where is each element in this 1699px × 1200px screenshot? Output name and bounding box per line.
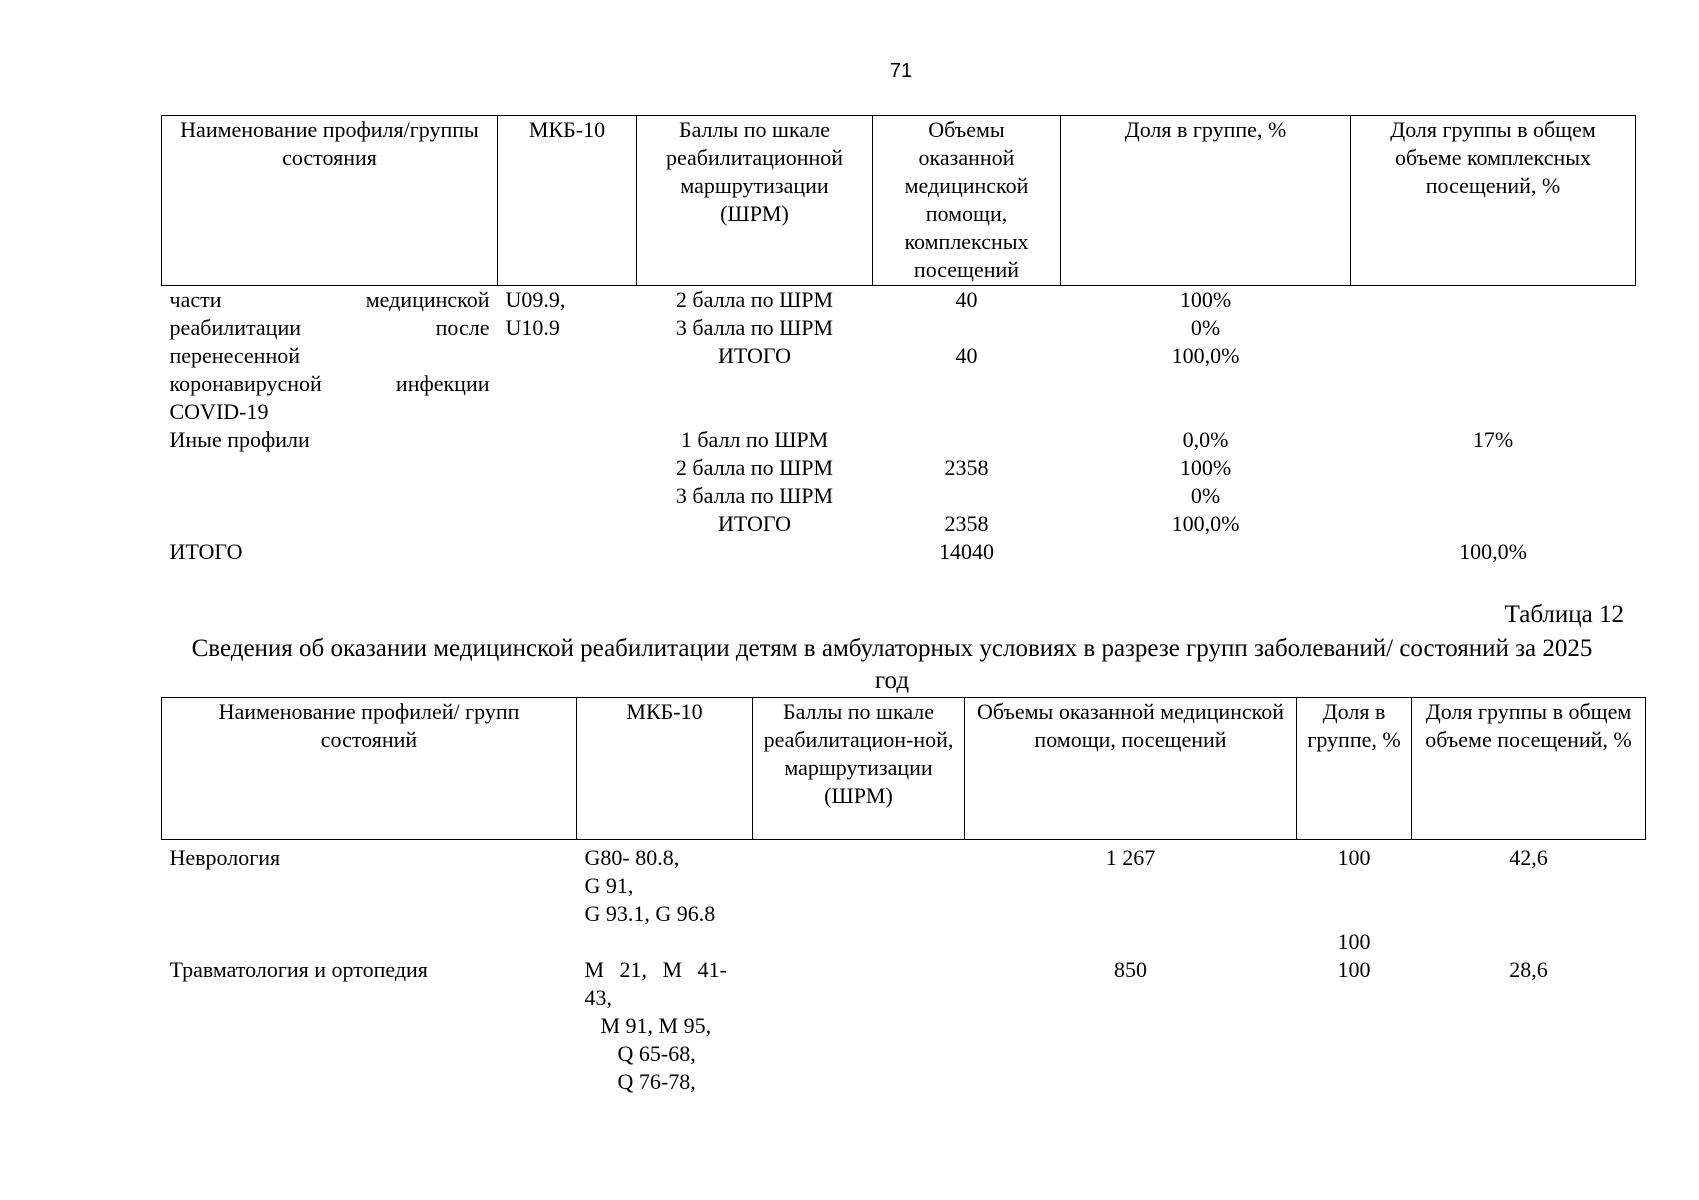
icd-codes [577,956,753,1096]
table-caption-number: Таблица 12 [1504,601,1624,628]
share-cell: 100 [1337,957,1371,982]
empty-cell [162,510,498,538]
score-cell: 3 балла по ШРМ [675,483,834,508]
empty-cell [498,510,637,538]
score-cell: 1 балл по ШРМ [680,427,829,452]
icd-code: U10.9 [505,315,560,340]
icd-codes [577,844,753,956]
icd-code: Q 76-78, [617,1069,696,1094]
group-share-cell [1351,286,1636,427]
share-value: 100 [1337,929,1371,954]
rehab-table-adults [161,115,1636,566]
icd-code: G 91, [584,873,634,898]
empty-cell [498,538,637,566]
page-number: 71 [889,60,913,82]
table2-header-group-share: Доля группы в общем объеме посещений, % [1412,698,1646,840]
empty-cell [162,454,498,482]
share-value: 100 [1337,845,1371,870]
empty-cell [498,454,637,482]
profile-name: Неврология [169,845,281,870]
table2-header-row [162,698,1646,840]
table-row [162,510,1636,538]
empty-cell [753,956,965,1096]
empty-cell [1351,454,1636,482]
group-share-cell: 42,6 [1509,845,1548,870]
table2-header-volume: Объемы оказанной медицинской помощи, посещений [965,698,1297,840]
empty-cell [498,426,637,454]
empty-cell [753,844,965,956]
table-row [162,286,1636,315]
table1-header-profile: Наименование профиля/группы состояния [162,116,498,286]
other-profile-name: Иные профили [169,427,310,452]
table-row [162,454,1636,482]
icd-code: М 21, М 41- [584,957,727,982]
score-cell: 2 балла по ШРМ [675,287,834,312]
icd-code: 43, [584,985,612,1010]
covid-name-line: части медицинской [169,287,490,312]
table1-header-volume: Объемы оказанной медицинской помощи, комплексных посещений [873,116,1061,286]
share-cell: 100,0% [1171,343,1240,368]
share-cell: 0% [1190,483,1221,508]
group-share-cell: 28,6 [1509,957,1548,982]
volume-cell: 2358 [944,511,989,536]
table-row [162,538,1636,566]
rehab-table-children [161,697,1646,1096]
table2-header-icd: МКБ-10 [577,698,753,840]
score-cell: 3 балла по ШРМ [675,315,834,340]
volume-cell: 850 [1114,957,1147,982]
volume-cell: 40 [955,287,978,312]
empty-cell [1061,538,1351,566]
share-cell: 0% [1190,315,1221,340]
table2-header-profile: Наименование профилей/ групп состояний [162,698,577,840]
icd-code: U09.9, [505,287,566,312]
share-cell: 0,0% [1182,427,1229,452]
covid-profile-name [162,286,498,427]
table-caption-title: Сведения об оказании медицинской реабилитации детям в амбулаторных условиях в разрезе групп заболеваний/ состояний за 2025 год [191,635,1593,694]
volume-cell: 40 [955,343,978,368]
share-cell: 100% [1179,287,1232,312]
empty-cell [498,482,637,510]
table1-header-group-share: Доля группы в общем объеме комплексных посещений, % [1351,116,1636,286]
volume-cell [873,314,1061,342]
group-share-cell: 17% [1472,427,1514,452]
total-group-share: 100,0% [1459,539,1527,564]
icd-code: Q 65-68, [617,1041,696,1066]
covid-name-line: COVID-19 [169,399,269,424]
empty-cell [1351,510,1636,538]
volume-cell [873,482,1061,510]
covid-icd-codes [498,286,637,427]
table-row [162,482,1636,510]
total-volume: 14040 [939,539,994,564]
empty-cell [162,482,498,510]
icd-code: G80- 80.8, [584,845,680,870]
covid-name-line: перенесенной [169,343,301,368]
covid-name-line: реабилитации после [169,315,490,340]
volume-cell: 1 267 [1105,845,1156,870]
share-cell: 100,0% [1171,511,1240,536]
total-label: ИТОГО [169,539,243,564]
score-cell: ИТОГО [718,511,791,536]
volume-cell: 2358 [944,455,989,480]
icd-code: G 93.1, G 96.8 [584,901,716,926]
volume-cell [873,426,1061,454]
score-cell: ИТОГО [718,343,791,368]
empty-cell [1351,482,1636,510]
profile-name: Травматология и ортопедия [169,957,428,982]
table1-header-score: Баллы по шкале реабилитационной маршрутизации (ШРМ) [637,116,873,286]
score-cell: 2 балла по ШРМ [675,455,834,480]
icd-code: М 91, М 95, [600,1013,712,1038]
table-row [162,844,1646,956]
table1-header-row [162,116,1636,286]
table2-header-share: Доля в группе, % [1297,698,1412,840]
table-row [162,426,1636,454]
share-cell [1297,844,1412,956]
table2-header-score: Баллы по шкале реабилитацион-ной, маршрутизации (ШРМ) [753,698,965,840]
table1-header-icd: МКБ-10 [498,116,637,286]
empty-cell [637,538,873,566]
share-cell: 100% [1179,455,1232,480]
table1-header-share: Доля в группе, % [1061,116,1351,286]
covid-name-line: коронавирусной инфекции [169,371,490,396]
table-row [162,956,1646,1096]
